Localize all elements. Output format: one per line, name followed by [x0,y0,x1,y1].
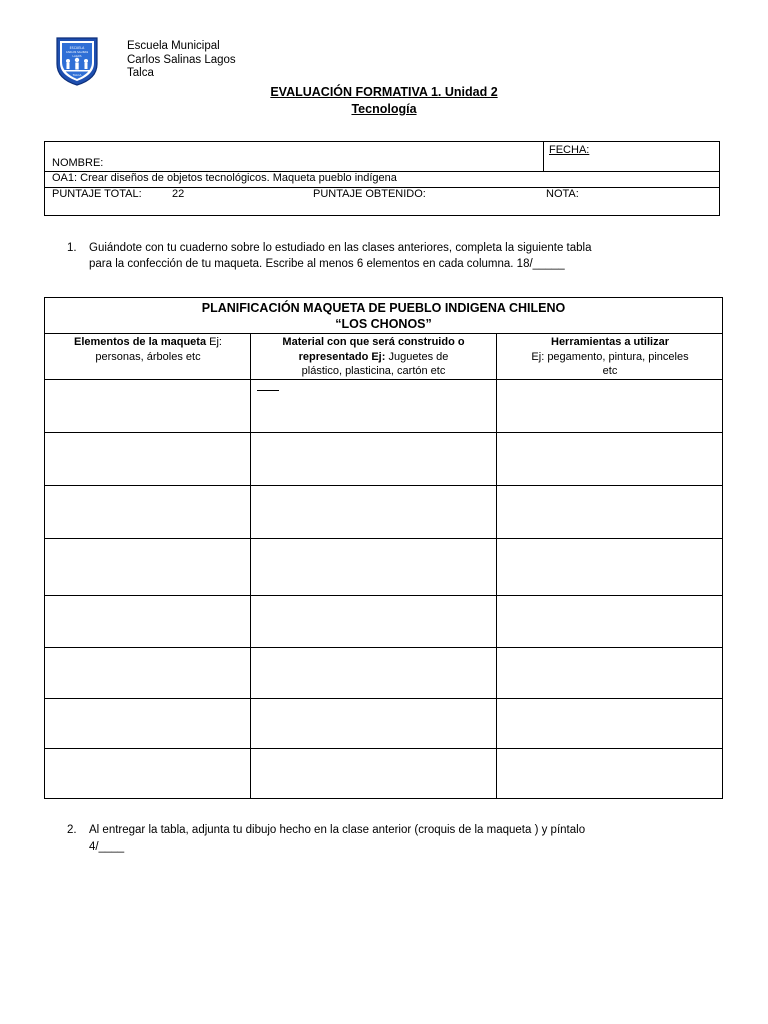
column-header-tools-line-1: Herramientas a utilizar [551,336,669,348]
school-line-2: Carlos Salinas Lagos [127,53,236,66]
objective-text: OA1: Crear diseños de objetos tecnológicos. Maqueta pueblo indígena [52,172,397,184]
obtained-score-label[interactable]: PUNTAJE OBTENIDO: [313,188,426,200]
column-header-material-line-3: plástico, plasticina, cartón etc [301,365,446,377]
table-caption-1: PLANIFICACIÓN MAQUETA DE PUEBLO INDIGENA CHILENO [201,301,566,315]
school-line-1: Escuela Municipal [127,40,220,52]
subject-title-text: Tecnología [351,102,417,116]
question-1-line-2: para la confección de tu maqueta. Escribe al menos 6 elementos en cada columna. 18/_____ [89,258,565,270]
table-row-divider[interactable] [45,595,722,596]
column-header-material-bold-2: representado Ej: [298,350,386,363]
column-header-tools [498,335,722,379]
column-header-elements-ej: Ej: [206,336,222,348]
question-1-line-1: Guiándote con tu cuaderno sobre lo estudiado en las clases anteriores, completa la siguiente tabla [89,242,592,254]
subject-title [0,102,768,116]
total-score-label: PUNTAJE TOTAL: [52,188,142,200]
fecha-label: FECHA: [549,144,590,156]
table-caption-2: “LOS CHONOS” [335,317,432,331]
school-name [127,40,236,81]
table-row-divider[interactable] [45,432,722,433]
nombre-label[interactable]: NOMBRE: [52,157,104,169]
column-header-tools-line-2: Ej: pegamento, pintura, pinceles [531,350,689,363]
column-header-elements [47,335,249,364]
question-2-line-2: 4/____ [89,841,125,853]
logo-text-top: ESCUELA [69,46,85,50]
table-row-divider[interactable] [45,485,722,486]
column-divider-2 [496,333,497,799]
logo-text-bottom: TALCA [72,73,82,77]
evaluation-title-text: EVALUACIÓN FORMATIVA 1. Unidad 2 [270,85,498,99]
table-header-divider [45,379,722,380]
column-header-material-line-1: Material con que será construido o [282,336,465,348]
student-info-box [44,141,720,216]
table-row-divider[interactable] [45,748,722,749]
question-2-line-1: Al entregar la tabla, adjunta tu dibujo hecho en la clase anterior (croquis de la maqueta ) y píntalo [89,824,586,836]
fecha-divider [543,142,544,172]
total-score-value: 22 [172,188,185,200]
evaluation-title [0,85,768,99]
school-line-3: Talca [127,67,154,79]
column-divider-1 [250,333,251,799]
column-header-elements-bold: Elementos de la maqueta [74,336,207,348]
table-row-divider[interactable] [45,647,722,648]
nota-label[interactable]: NOTA: [546,188,579,200]
blank-underline [257,390,279,391]
planning-table [44,297,723,799]
question-2-number: 2. [67,824,77,836]
column-header-material [252,335,495,379]
table-row-divider[interactable] [45,538,722,539]
column-header-material-rest-2: Juguetes de [385,350,449,363]
logo-text-lagos: LAGOS [72,55,82,58]
table-row-divider[interactable] [45,698,722,699]
column-header-tools-line-3: etc [602,365,618,377]
question-1-number: 1. [67,242,77,254]
logo-text-middle: CARLOS SALINAS [65,51,89,54]
school-logo [54,36,100,86]
table-caption-divider [45,333,722,334]
column-header-elements-line-2: personas, árboles etc [95,350,201,363]
